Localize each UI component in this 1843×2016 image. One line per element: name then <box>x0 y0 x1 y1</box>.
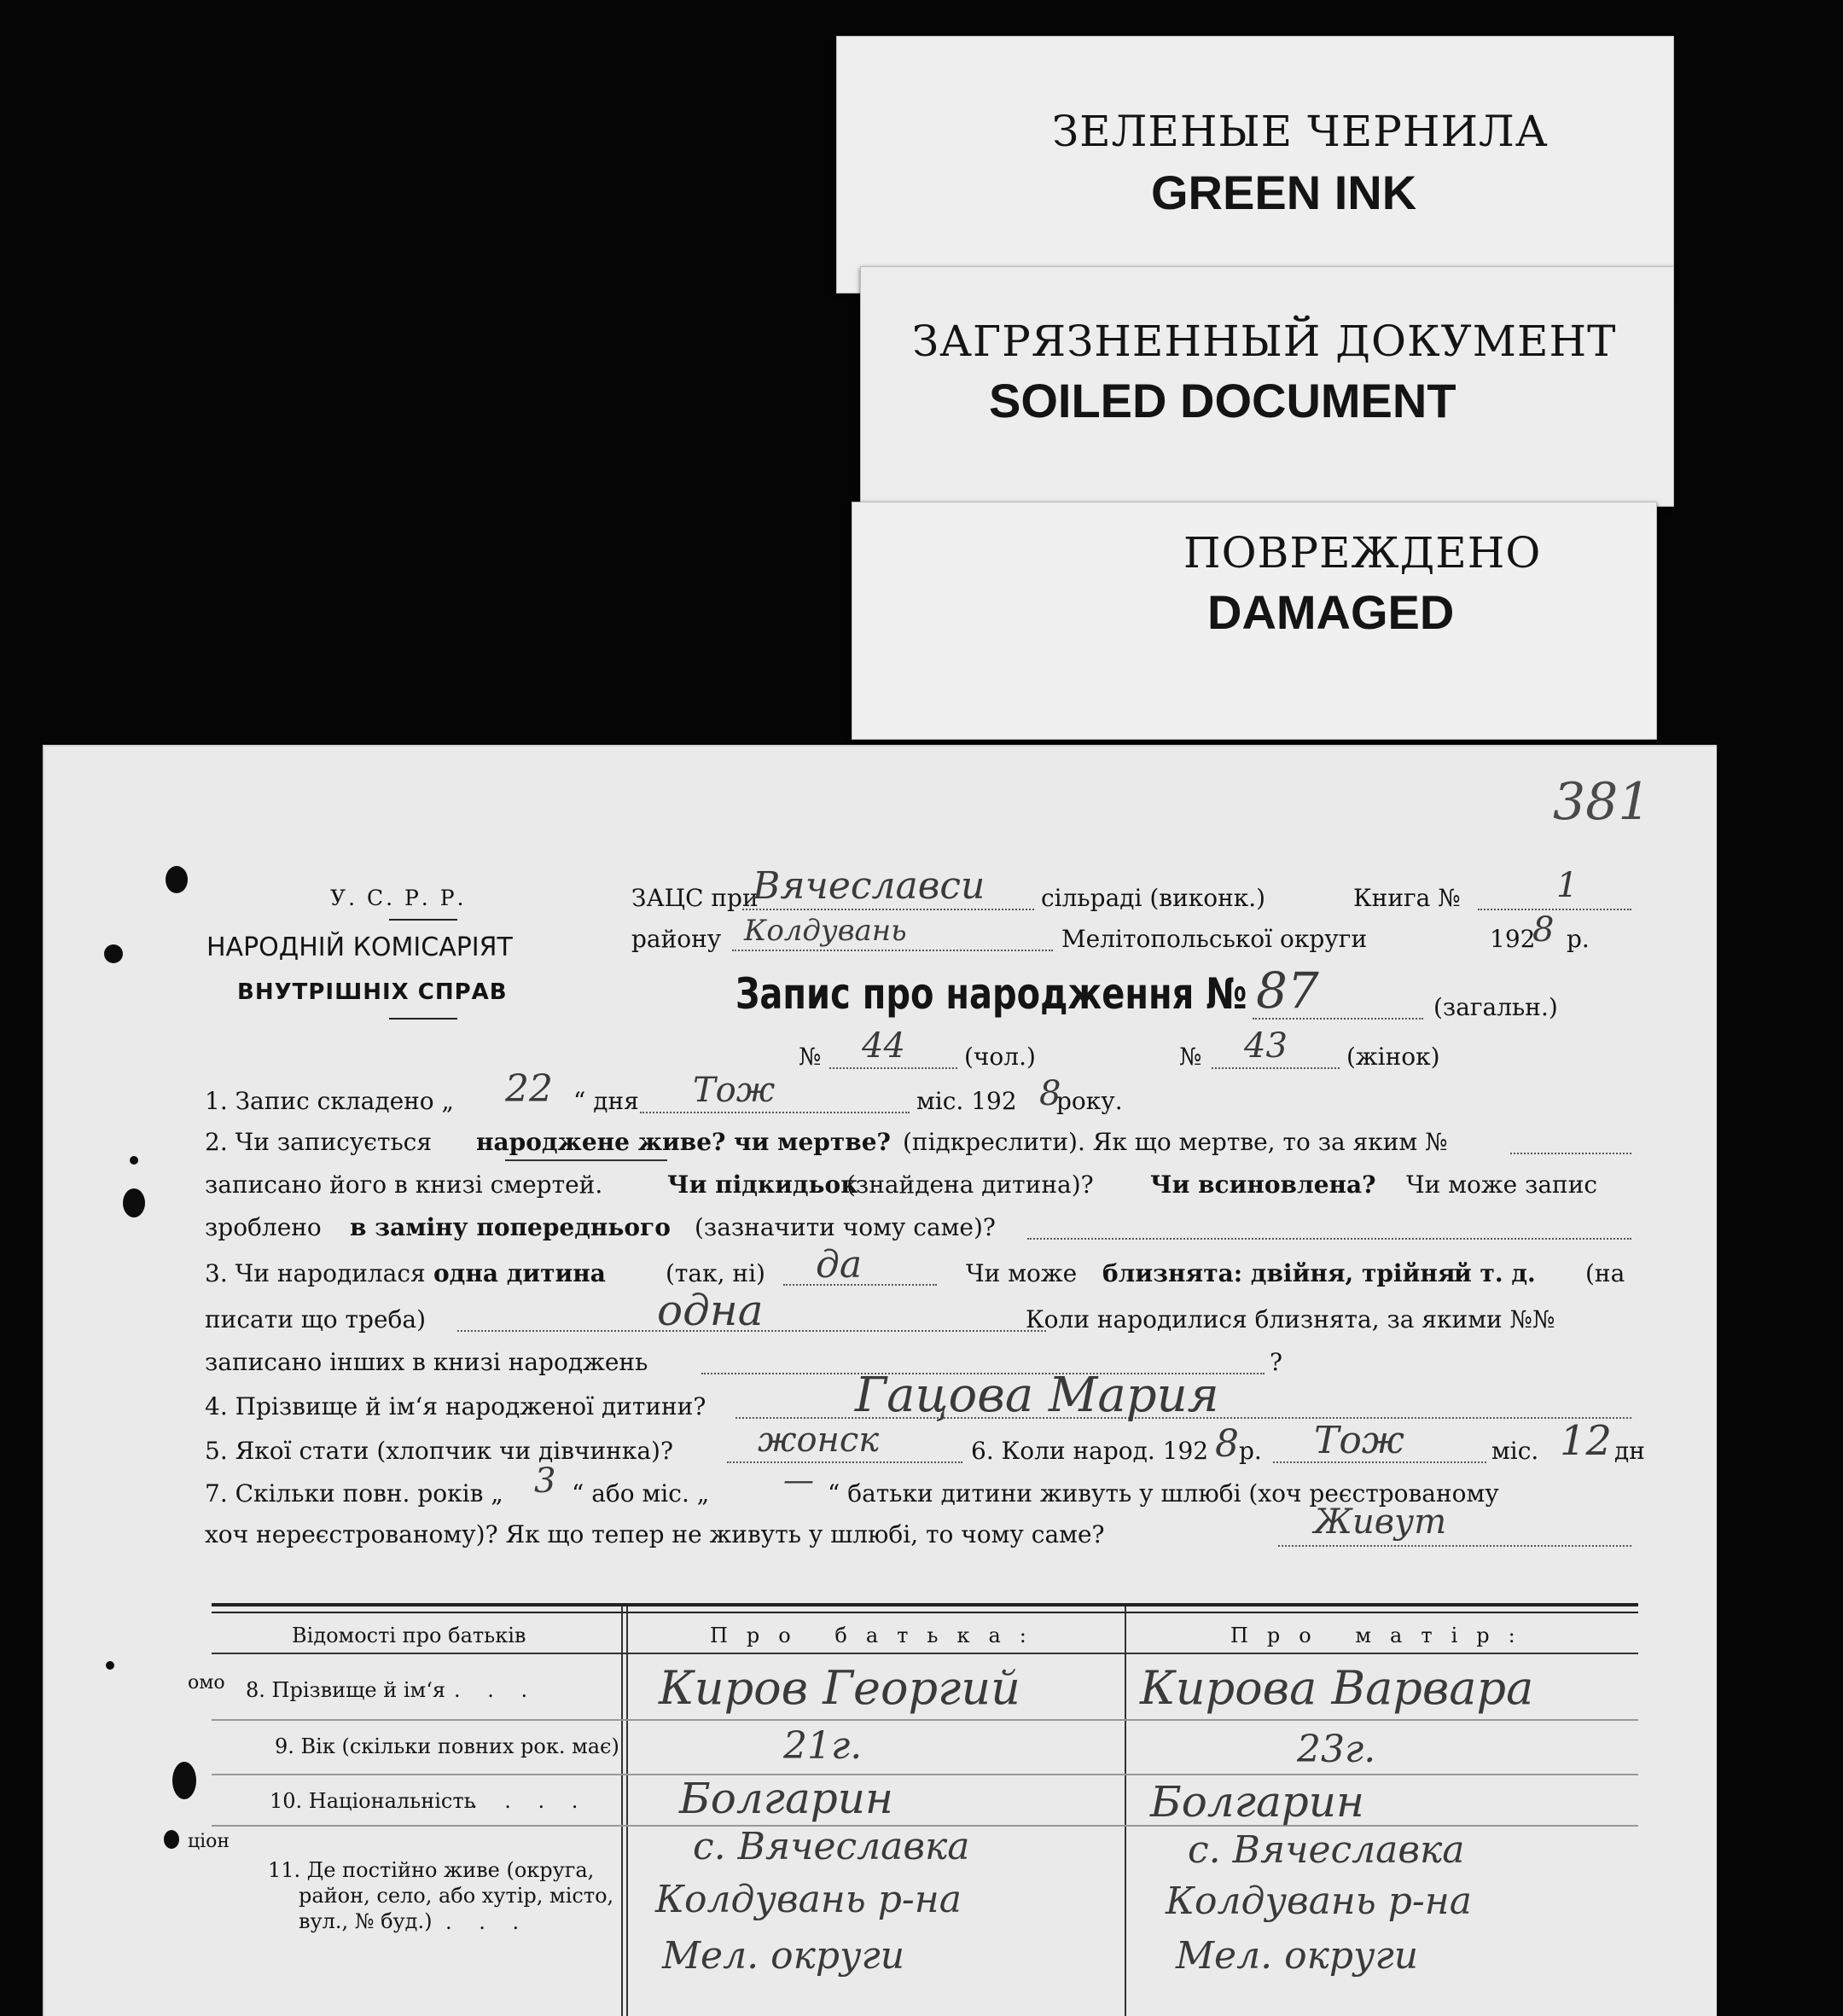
birth-month: Тож <box>1314 1419 1404 1462</box>
okruga-label: Мелітопольської округи <box>1061 925 1368 953</box>
row-label-name: 8. Прізвище й ім‘я <box>246 1678 445 1702</box>
fill-line <box>732 950 1053 951</box>
binder-hole <box>106 1661 114 1670</box>
q2-line2-d: Чи всиновлена? <box>1150 1171 1376 1199</box>
general-label: (загальн.) <box>1433 993 1558 1021</box>
divider <box>389 1018 457 1020</box>
male-no-label: № <box>799 1043 822 1071</box>
q2-line3-c: (зазначити чому саме)? <box>695 1213 996 1241</box>
council-label: сільраді (виконк.) <box>1041 884 1266 912</box>
margin-fragment: омо <box>188 1672 225 1694</box>
row-rule <box>212 1719 1638 1721</box>
q6-month-label: міс. <box>1491 1437 1539 1465</box>
table-top-rule <box>212 1612 1638 1613</box>
mother-residence-2: Колдувань р-на <box>1166 1879 1472 1923</box>
father-name: Киров Георгий <box>659 1661 1020 1715</box>
green-ink-ru: ЗЕЛЕНЫЕ ЧЕРНИЛА <box>1052 107 1549 156</box>
male-number: 44 <box>862 1026 905 1066</box>
q1-text-b: “ дня <box>573 1087 639 1115</box>
column-divider <box>1125 1606 1126 2016</box>
book-label: Книга № <box>1353 884 1461 912</box>
row-label-residence-2: район, село, або хутір, місто, <box>299 1884 614 1908</box>
q3-line1-a: 3. Чи народилася <box>205 1259 426 1287</box>
binder-hole <box>123 1188 145 1217</box>
child-name-value: Гацова Мария <box>855 1368 1219 1423</box>
birth-year-digit: 8 <box>1215 1422 1239 1466</box>
q2-line2-e: Чи може запис <box>1406 1171 1598 1199</box>
row-label-residence-3: вул., № буд.) <box>299 1909 433 1933</box>
q2-line2-c: (знайдена дитина)? <box>846 1171 1094 1199</box>
q1-month: Тож <box>693 1071 776 1110</box>
year-suffix: р. <box>1567 925 1590 953</box>
birth-day: 12 <box>1560 1417 1613 1465</box>
row-label-residence-1: 11. Де постійно живе (округа, <box>268 1858 595 1882</box>
q3-line1-e: близнята: двійня, трійня <box>1102 1259 1456 1287</box>
q3-line2-b: Коли народилися близнята, за якими №№ <box>1026 1305 1555 1333</box>
q2-line2-a: записано його в книзі смертей. <box>205 1171 603 1199</box>
q2-line2-b: Чи підкидьок <box>667 1171 858 1199</box>
female-label: (жінок) <box>1346 1043 1440 1071</box>
soiled-en: SOILED DOCUMENT <box>989 374 1456 427</box>
q3-line1-f: й т. д. <box>1454 1259 1536 1287</box>
q1-text-a: 1. Запис складено „ <box>205 1087 455 1115</box>
soiled-ru: ЗАГРЯЗНЕННЫЙ ДОКУМЕНТ <box>912 317 1617 366</box>
q2-line3-a: зроблено <box>205 1213 322 1241</box>
q3-answer-count: одна <box>657 1286 764 1335</box>
table-header-info: Відомості про батьків <box>292 1624 526 1647</box>
fill-line <box>1278 1545 1631 1547</box>
q3-answer-one: да <box>816 1243 863 1287</box>
mother-nationality: Болгарин <box>1150 1777 1364 1827</box>
q7-line1-a: 7. Скільки повн. років „ <box>205 1479 503 1508</box>
village-value: Вячеславси <box>753 864 985 908</box>
male-label: (чол.) <box>964 1043 1036 1071</box>
q1-day: 22 <box>505 1067 553 1111</box>
q3-line1-d: Чи може <box>966 1259 1078 1287</box>
fill-line <box>1212 1067 1340 1069</box>
binder-hole <box>164 1830 179 1849</box>
row-label-age: 9. Вік (скільки повних рок. має) <box>275 1734 619 1758</box>
column-divider <box>626 1606 628 2016</box>
mother-residence-1: с. Вячеславка <box>1188 1828 1465 1872</box>
table-header-mother: Про матір: <box>1230 1624 1534 1647</box>
commissariat-label: НАРОДНІЙ КОМІСАРІЯТ <box>206 932 513 962</box>
father-residence-1: с. Вячеславка <box>693 1825 970 1868</box>
married-months: — <box>783 1463 814 1498</box>
fill-line <box>1027 1238 1631 1240</box>
table-header-father: Про батька: <box>710 1624 1045 1647</box>
mother-name: Кирова Варвара <box>1140 1661 1534 1715</box>
q7-line2: хоч нереєстрованому)? Як що тепер не живуть у шлюбі, то чому саме? <box>205 1520 1105 1548</box>
q7-line1-c: “ батьки дитини живуть у шлюбі (хоч реєстрованому <box>828 1479 1499 1508</box>
q3-line3-b: ? <box>1270 1348 1283 1376</box>
father-nationality: Болгарин <box>679 1774 893 1823</box>
q6-label: 6. Коли народ. 192 <box>971 1437 1209 1465</box>
binder-hole <box>104 944 123 963</box>
q3-line1-b: одна дитина <box>433 1259 606 1287</box>
q1-year: 8 <box>1039 1074 1061 1113</box>
q2-line1-a: 2. Чи записується <box>205 1128 433 1156</box>
mother-residence-3: Мел. округи <box>1176 1934 1419 1978</box>
q2-line1-c: (підкреслити). Як що мертве, то за яким № <box>903 1128 1448 1156</box>
dot-leader: . . . . <box>471 1789 589 1813</box>
father-residence-3: Мел. округи <box>662 1934 905 1978</box>
q7-answer: Живут <box>1314 1502 1447 1542</box>
header-rule <box>212 1653 1638 1654</box>
record-title: Запис про народження № <box>735 969 1247 1019</box>
q1-text-d: року. <box>1056 1087 1123 1115</box>
sex-value: жонск <box>758 1420 880 1460</box>
q1-text-c: міс. 192 <box>916 1087 1017 1115</box>
q7-line1-b: “ або міс. „ <box>572 1479 710 1508</box>
record-number: 87 <box>1256 962 1319 1020</box>
page-number: 381 <box>1553 772 1651 832</box>
birth-record-sheet <box>43 745 1717 2016</box>
margin-fragment: ціон <box>188 1831 230 1852</box>
damaged-label <box>852 502 1657 740</box>
green-ink-en: GREEN INK <box>1151 166 1417 219</box>
q6-year-suffix: р. <box>1239 1437 1262 1465</box>
fill-line <box>640 1112 910 1113</box>
column-divider <box>621 1606 623 2016</box>
dot-leader: . . . <box>454 1678 538 1702</box>
ussr-label: У. С. Р. Р. <box>330 886 467 910</box>
q5-label: 5. Якої стати (хлопчик чи дівчинка)? <box>205 1437 673 1465</box>
binder-hole <box>130 1156 138 1165</box>
fill-line <box>829 1067 957 1069</box>
fill-line <box>727 1461 962 1463</box>
q3-line1-g: (на <box>1585 1259 1625 1287</box>
year-digit: 8 <box>1532 910 1555 950</box>
fill-line <box>742 909 1034 910</box>
q3-line3-a: записано інших в книзі народжень <box>205 1348 648 1376</box>
female-no-label: № <box>1179 1043 1202 1071</box>
dot-leader: . . . <box>445 1910 530 1934</box>
underline-mark <box>505 1159 667 1161</box>
father-residence-2: Колдувань р-на <box>655 1878 962 1921</box>
damaged-ru: ПОВРЕЖДЕНО <box>1183 528 1542 578</box>
rayon-label: району <box>631 925 722 953</box>
female-number: 43 <box>1244 1026 1288 1066</box>
row-label-nationality: 10. Національність <box>270 1789 475 1813</box>
q4-label: 4. Прізвище й ім‘я народженої дитини? <box>205 1392 706 1420</box>
fill-line <box>1510 1153 1631 1154</box>
q6-day-label: дн <box>1614 1437 1645 1465</box>
binder-hole <box>172 1762 196 1799</box>
father-age: 21г. <box>783 1724 863 1768</box>
year-prefix: 192 <box>1490 925 1536 953</box>
book-value: 1 <box>1556 866 1578 905</box>
soiled-document-label <box>860 266 1674 507</box>
q3-line1-c: (так, ні) <box>666 1259 765 1287</box>
table-top-rule <box>212 1603 1638 1606</box>
green-ink-label <box>836 36 1674 293</box>
department-label: ВНУТРІШНІХ СПРАВ <box>237 979 508 1005</box>
zacs-label: ЗАЦС при <box>631 884 759 912</box>
q2-line3-b: в заміну попереднього <box>350 1213 671 1241</box>
q2-line1-b: народжене живе? чи мертве? <box>476 1128 891 1156</box>
damaged-en: DAMAGED <box>1207 585 1455 639</box>
married-years: 3 <box>534 1461 556 1501</box>
divider <box>389 919 457 921</box>
fill-line <box>1478 909 1631 910</box>
mother-age: 23г. <box>1297 1728 1376 1771</box>
binder-hole <box>166 866 188 893</box>
row-rule <box>212 1774 1638 1775</box>
rayon-value: Колдувань <box>744 914 907 948</box>
q3-line2-a: писати що треба) <box>205 1305 426 1333</box>
